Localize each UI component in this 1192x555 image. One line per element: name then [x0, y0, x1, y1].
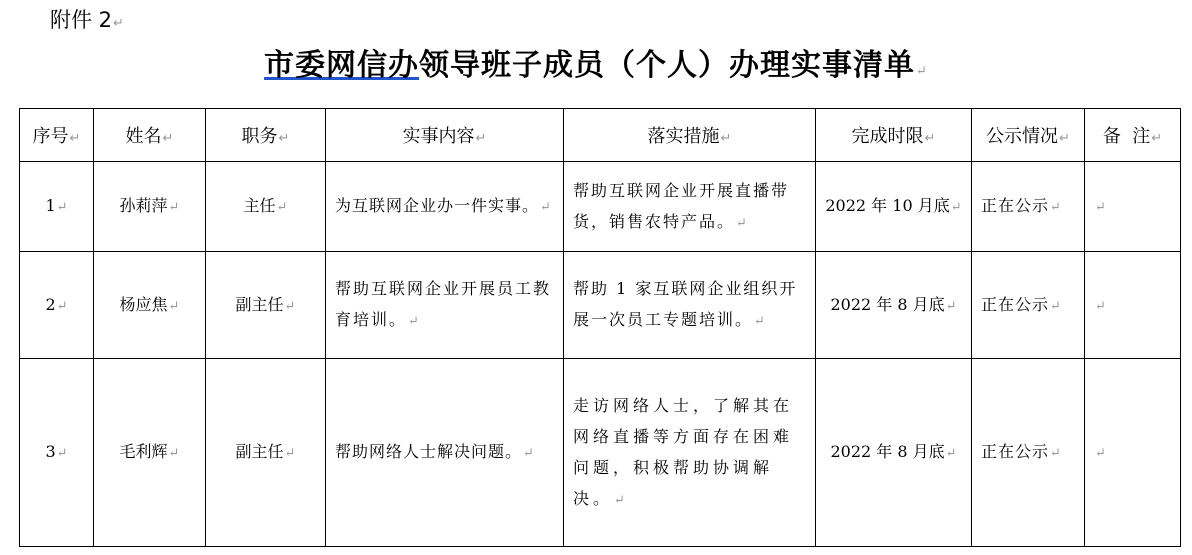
cell-deadline: 2022 年 8 月底↵: [816, 359, 972, 547]
table-row: [20, 162, 1181, 252]
cell-measure: 帮助互联网企业开展直播带货，销售农特产品。↵: [564, 162, 816, 252]
cell-measure: 走访网络人士，了解其在网络直播等方面存在困难问题，积极帮助协调解决。↵: [564, 359, 816, 547]
cell-content: 帮助互联网企业开展员工教育培训。↵: [326, 252, 564, 359]
table-header-row: [20, 109, 1181, 162]
header-status: 公示情况↵: [972, 109, 1085, 162]
attachment-label: [50, 4, 124, 34]
header-name: 姓名↵: [94, 109, 206, 162]
header-position: 职务↵: [206, 109, 326, 162]
page-title: [0, 40, 1192, 84]
cell-position: 副主任↵: [206, 359, 326, 547]
task-list-table: [19, 108, 1181, 547]
paragraph-mark-icon: ↵: [916, 64, 928, 79]
header-measure: 落实措施↵: [564, 109, 816, 162]
header-content: 实事内容↵: [326, 109, 564, 162]
title-text: 领导班子成员（个人）办理实事清单: [419, 48, 916, 83]
cell-name: 杨应焦↵: [94, 252, 206, 359]
table-row: [20, 359, 1181, 547]
cell-no: 2↵: [20, 252, 94, 359]
paragraph-mark-icon: ↵: [113, 16, 124, 31]
cell-measure: 帮助 1 家互联网企业组织开展一次员工专题培训。↵: [564, 252, 816, 359]
cell-content: 帮助网络人士解决问题。↵: [326, 359, 564, 547]
cell-position: 主任↵: [206, 162, 326, 252]
title-organization: 市委网信办: [264, 48, 420, 83]
header-no: 序号↵: [20, 109, 94, 162]
cell-status: 正在公示↵: [972, 252, 1085, 359]
header-remark: 备 注↵: [1085, 109, 1181, 162]
table-row: [20, 252, 1181, 359]
cell-position: 副主任↵: [206, 252, 326, 359]
cell-remark: ↵: [1085, 359, 1181, 547]
cell-deadline: 2022 年 10 月底↵: [816, 162, 972, 252]
cell-no: 1↵: [20, 162, 94, 252]
cell-status: 正在公示↵: [972, 359, 1085, 547]
cell-name: 毛利辉↵: [94, 359, 206, 547]
header-deadline: 完成时限↵: [816, 109, 972, 162]
cell-remark: ↵: [1085, 162, 1181, 252]
cell-status: 正在公示↵: [972, 162, 1085, 252]
attachment-text: 附件 2: [50, 8, 113, 32]
cell-no: 3↵: [20, 359, 94, 547]
cell-name: 孙莉萍↵: [94, 162, 206, 252]
cell-remark: ↵: [1085, 252, 1181, 359]
cell-content: 为互联网企业办一件实事。↵: [326, 162, 564, 252]
cell-deadline: 2022 年 8 月底↵: [816, 252, 972, 359]
